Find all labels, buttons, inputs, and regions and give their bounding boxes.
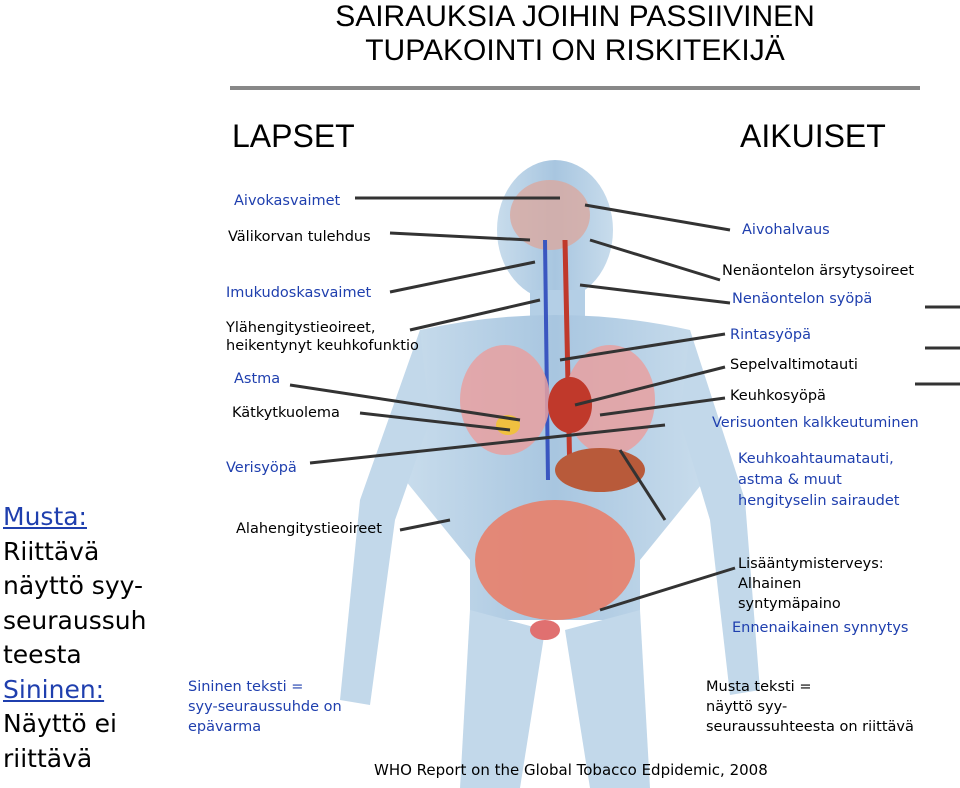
blue-note-line: Sininen teksti =	[188, 679, 304, 695]
legend-blue-title: Sininen:	[3, 674, 105, 704]
label-verisyopa: Verisyöpä	[226, 460, 297, 476]
legend-line: seuraussuh	[3, 605, 147, 635]
legend-line: Näyttö ei	[3, 709, 117, 738]
black-note-line: näyttö syy-	[706, 699, 788, 715]
label-keuhkosyopa: Keuhkosyöpä	[730, 388, 826, 404]
label-ylahengitys-2: heikentynyt keuhkofunktio	[226, 338, 419, 354]
blue-note-line: syy-seuraussuhde on	[188, 699, 342, 715]
label-alahengitystieoireet: Alahengitystieoireet	[236, 521, 382, 537]
black-note-line: seuraussuhteesta on riittävä	[706, 719, 914, 735]
label-nenaontelo-oireet: Nenäontelon ärsytysoireet	[722, 263, 915, 279]
evidence-legend	[3, 500, 146, 776]
black-note-line: Musta teksti =	[706, 679, 812, 695]
label-lisaantymisterveys-2: Alhainen	[738, 576, 802, 592]
label-ylahengitys-1: Ylähengitystieoireet,	[226, 320, 376, 336]
label-aivokasvaimet: Aivokasvaimet	[234, 193, 341, 209]
adults-heading: AIKUISET	[740, 118, 886, 154]
source-citation: WHO Report on the Global Tobacco Edpidemic, 2008	[374, 761, 768, 779]
label-sepelvaltimotauti: Sepelvaltimotauti	[730, 357, 858, 373]
label-nenaontelo-syopa: Nenäontelon syöpä	[732, 291, 873, 307]
label-imukudoskasvaimet: Imukudoskasvaimet	[226, 285, 372, 301]
children-heading: LAPSET	[232, 118, 355, 154]
label-katkytkuolema: Kätkytkuolema	[232, 405, 340, 421]
blue-note-line: epävarma	[188, 719, 262, 735]
legend-line: näyttö syy-	[3, 571, 144, 600]
legend-line: riittävä	[3, 743, 93, 773]
legend-black-title: Musta:	[3, 502, 87, 531]
label-valikorvan-tulehdus: Välikorvan tulehdus	[228, 229, 371, 245]
label-rintasyopa: Rintasyöpä	[730, 327, 811, 343]
label-aivohalvaus: Aivohalvaus	[742, 222, 830, 238]
label-keuhkoahtauma-3: hengityselin sairaudet	[738, 493, 900, 509]
label-keuhkoahtauma-2: astma & muut	[738, 472, 842, 488]
legend-line: teesta	[3, 640, 82, 669]
page-title-line2: TUPAKOINTI ON RISKITEKIJÄ	[365, 34, 785, 67]
label-lisaantymisterveys-3: syntymäpaino	[738, 596, 841, 612]
label-astma: Astma	[234, 371, 281, 387]
legend-line: Riittävä	[3, 536, 100, 566]
label-keuhkoahtauma-1: Keuhkoahtaumatauti,	[738, 451, 894, 467]
page-title-line1: SAIRAUKSIA JOIHIN PASSIIVINEN	[335, 0, 815, 33]
label-verisuonten-kalkkeutuminen: Verisuonten kalkkeutuminen	[712, 415, 919, 431]
human-body-figure	[340, 160, 760, 788]
label-lisaantymisterveys-1: Lisääntymisterveys:	[738, 556, 884, 572]
label-ennenaikainen-synnytys: Ennenaikainen synnytys	[732, 620, 909, 636]
